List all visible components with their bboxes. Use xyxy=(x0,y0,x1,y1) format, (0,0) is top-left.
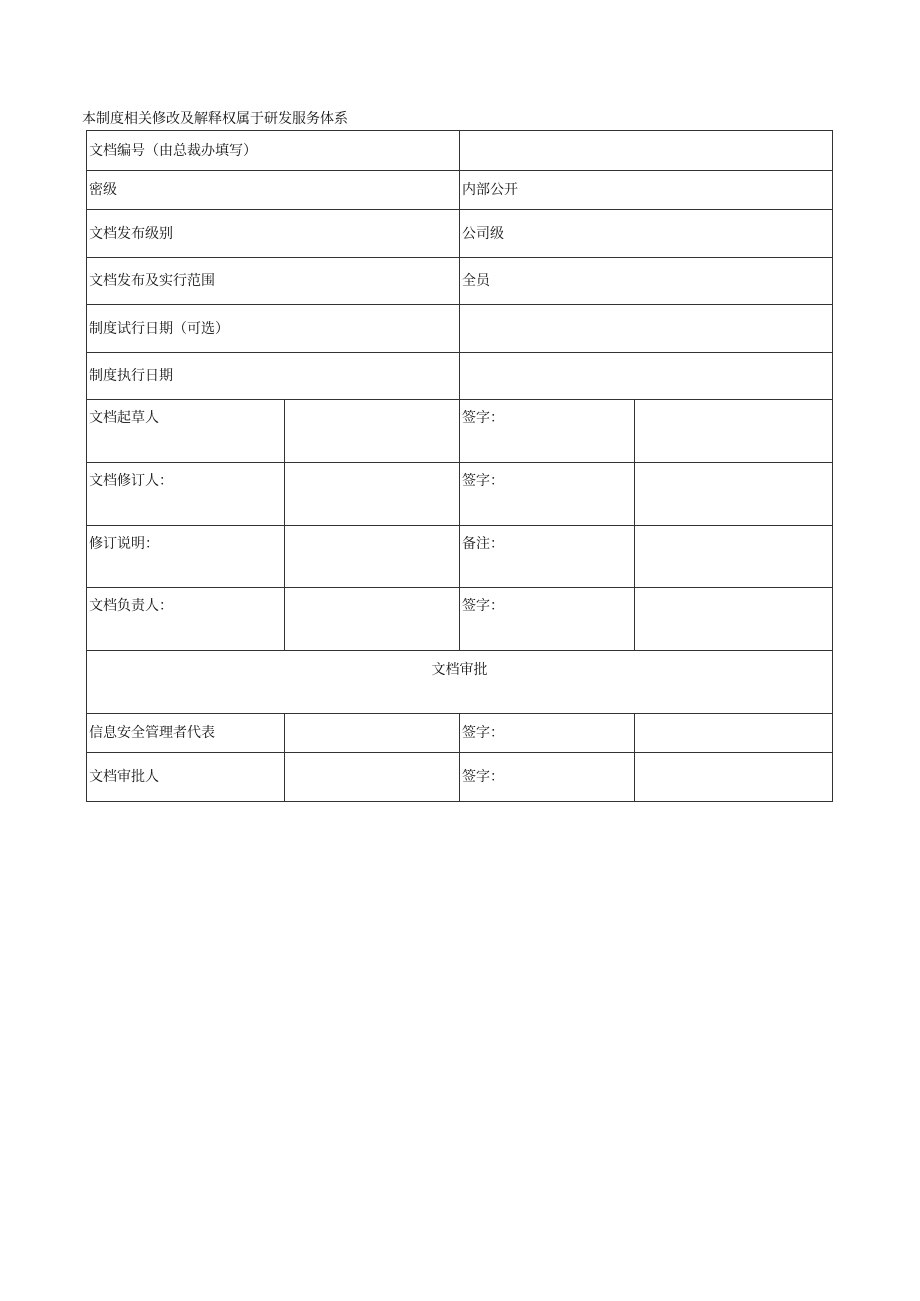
people-row-revision-notes xyxy=(87,526,833,588)
people-label: 文档起草人 xyxy=(87,400,285,463)
approval-row-security-rep xyxy=(87,714,833,753)
info-label: 密级 xyxy=(87,171,460,210)
info-value[interactable] xyxy=(460,305,833,353)
remark-label: 备注： xyxy=(460,526,635,588)
sign-field[interactable] xyxy=(635,463,833,526)
people-label: 修订说明： xyxy=(87,526,285,588)
info-label: 文档发布及实行范围 xyxy=(87,258,460,305)
approval-row-approver xyxy=(87,753,833,802)
people-value-field[interactable] xyxy=(285,526,460,588)
people-label: 文档修订人： xyxy=(87,463,285,526)
people-row-reviser xyxy=(87,463,833,526)
people-row-drafter xyxy=(87,400,833,463)
sign-label: 签字： xyxy=(460,753,635,802)
ownership-caption: 本制度相关修改及解释权属于研发服务体系 xyxy=(82,111,348,127)
info-row-release-level xyxy=(87,210,833,258)
info-label: 文档发布级别 xyxy=(87,210,460,258)
info-row-doc-number xyxy=(87,131,833,171)
info-label: 制度试行日期（可选） xyxy=(87,305,460,353)
approval-value-field[interactable] xyxy=(285,753,460,802)
remark-field[interactable] xyxy=(635,526,833,588)
info-value[interactable]: 公司级 xyxy=(460,210,833,258)
document-control-table xyxy=(86,130,833,802)
sign-label: 签字： xyxy=(460,714,635,753)
sign-field[interactable] xyxy=(635,753,833,802)
sign-label: 签字： xyxy=(460,463,635,526)
people-value-field[interactable] xyxy=(285,400,460,463)
approval-section-title: 文档审批 xyxy=(87,651,833,714)
info-value[interactable] xyxy=(460,353,833,400)
approval-label: 文档审批人 xyxy=(87,753,285,802)
info-label: 文档编号（由总裁办填写） xyxy=(87,131,460,171)
people-value-field[interactable] xyxy=(285,588,460,651)
info-row-trial-date xyxy=(87,305,833,353)
approval-value-field[interactable] xyxy=(285,714,460,753)
people-row-owner xyxy=(87,588,833,651)
approval-label: 信息安全管理者代表 xyxy=(87,714,285,753)
info-row-effective-date xyxy=(87,353,833,400)
info-row-release-scope xyxy=(87,258,833,305)
sign-field[interactable] xyxy=(635,588,833,651)
sign-label: 签字： xyxy=(460,588,635,651)
people-label: 文档负责人： xyxy=(87,588,285,651)
approval-section-row xyxy=(87,651,833,714)
people-value-field[interactable] xyxy=(285,463,460,526)
info-value[interactable] xyxy=(460,131,833,171)
sign-field[interactable] xyxy=(635,714,833,753)
info-row-classification xyxy=(87,171,833,210)
sign-label: 签字： xyxy=(460,400,635,463)
sign-field[interactable] xyxy=(635,400,833,463)
info-value[interactable]: 内部公开 xyxy=(460,171,833,210)
info-label: 制度执行日期 xyxy=(87,353,460,400)
info-value[interactable]: 全员 xyxy=(460,258,833,305)
